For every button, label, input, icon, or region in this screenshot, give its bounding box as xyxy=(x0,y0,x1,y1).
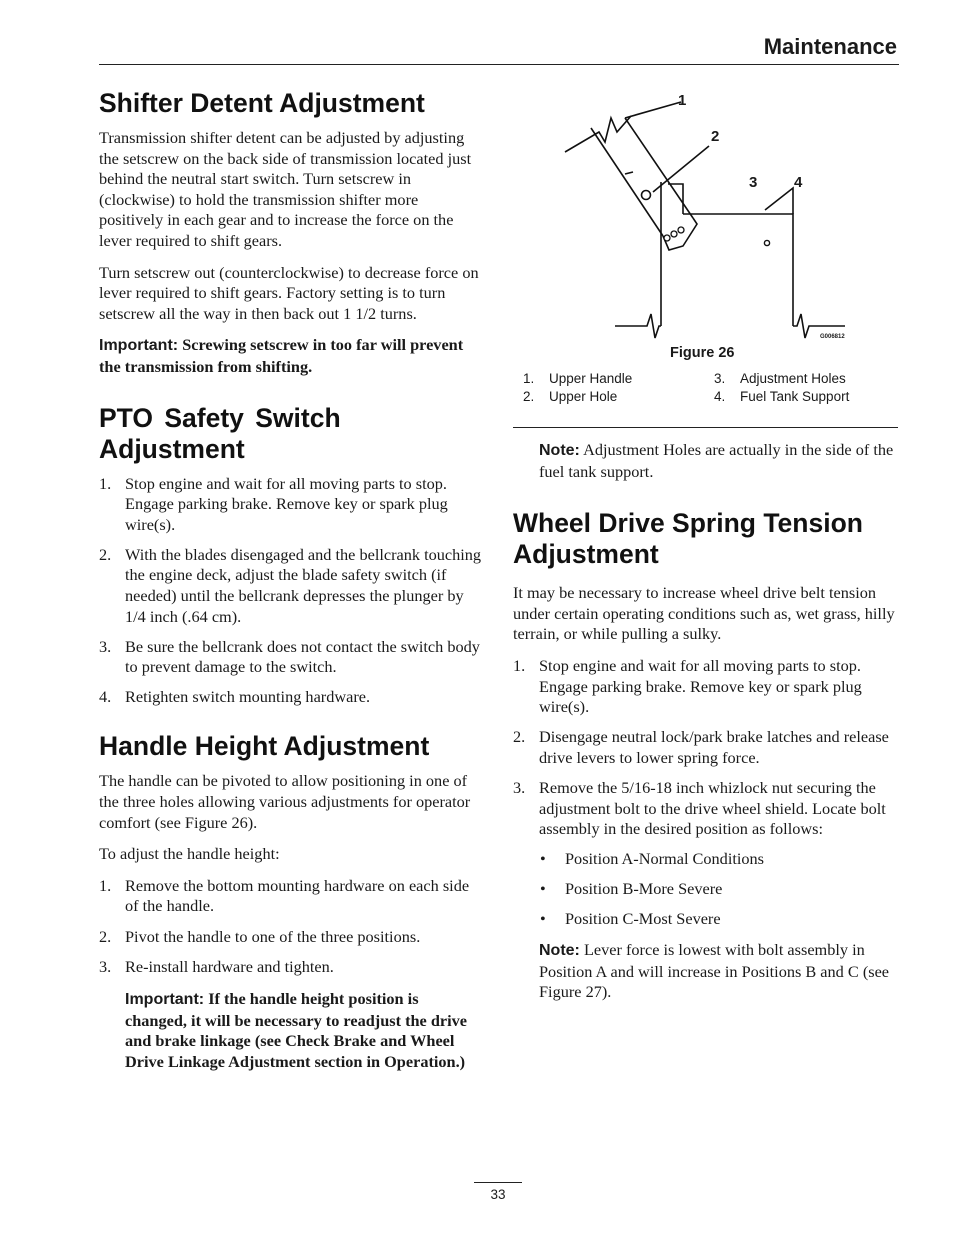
pto-steps xyxy=(99,474,483,708)
note-label: Note: xyxy=(539,942,580,959)
legend-item: 1. Upper Handle xyxy=(523,371,633,386)
figure-code: G006812 xyxy=(820,334,845,340)
list-item: 1. Stop engine and wait for all moving parts to stop. Engage parking brake. Remove key or spark plug wire(s). xyxy=(513,655,862,717)
header-rule xyxy=(99,64,899,65)
important-label: Important: xyxy=(125,991,205,1009)
note-lever-force xyxy=(513,940,899,1003)
callout-2: 2 xyxy=(711,128,720,145)
legend-item: 2. Upper Hole xyxy=(523,389,618,404)
wheel-title: Wheel Drive Spring Tension Adjustment xyxy=(513,508,863,570)
list-item: 1. Remove the bottom mounting hardware on each side of the handle. xyxy=(99,875,470,916)
pto-title: PTO Safety Switch Adjustment xyxy=(99,402,341,464)
adjustment-hole xyxy=(678,227,684,233)
note-label: Note: xyxy=(539,442,580,459)
upper-hole xyxy=(642,191,651,200)
support-hole xyxy=(764,240,769,245)
legend-item: 4. Fuel Tank Support xyxy=(714,389,850,404)
right-column xyxy=(513,440,899,1014)
wheel-steps xyxy=(513,656,899,840)
shifter-important xyxy=(99,335,483,377)
list-item: 3. Re-install hardware and tighten. xyxy=(99,956,334,976)
list-item: • Position B-More Severe xyxy=(540,879,723,899)
handle-paragraph-1: The handle can be pivoted to allow positioning in one of the three holes allowing various adjustments for operator comfort (see Figure 26). xyxy=(99,771,471,832)
important-text: Screwing setscrew in too far will prevent the transmission from shifting. xyxy=(99,335,464,376)
handle-diagram xyxy=(513,88,899,348)
list-item: • Position C-Most Severe xyxy=(540,909,721,929)
list-item: 3. Be sure the bellcrank does not contact the switch body to prevent damage to the switch. xyxy=(99,636,480,677)
left-column xyxy=(99,88,483,1084)
important-label: Important: xyxy=(99,337,179,355)
note-text: Lever force is lowest with bolt assembly in Position A and will increase in Positions B and C (see Figure 27). xyxy=(539,940,890,1002)
handle-steps xyxy=(99,876,483,977)
figure-legend-left xyxy=(523,370,632,406)
list-item: 3. Remove the 5/16-18 inch whizlock nut securing the adjustment bolt to the drive wheel shield. Locate bolt assembly in the desired position as follows: xyxy=(513,777,886,839)
legend-item: 3. Adjustment Holes xyxy=(714,371,846,386)
adjustment-hole xyxy=(664,235,670,241)
list-item: 2. Disengage neutral lock/park brake latches and release drive levers to lower spring force. xyxy=(513,727,889,767)
shifter-title: Shifter Detent Adjustment xyxy=(99,88,425,118)
callout-1: 1 xyxy=(678,92,687,109)
important-text: If the handle height position is changed, it will be necessary to readjust the drive and brake linkage (see Check Brake and Wheel Drive Linkage Adjustment section in Operation.) xyxy=(125,989,468,1071)
position-bullets xyxy=(513,849,899,930)
handle-important xyxy=(99,989,483,1072)
handle-title: Handle Height Adjustment xyxy=(99,731,430,762)
handle-paragraph-2: To adjust the handle height: xyxy=(99,844,280,864)
list-item: • Position A-Normal Conditions xyxy=(540,849,765,869)
note-adjustment-holes xyxy=(513,440,899,482)
list-item: 2. With the blades disengaged and the bellcrank touching the engine deck, adjust the blade safety switch (if needed) until the bellcrank depresses the plunger by 1/4 inch (.64 cm). xyxy=(99,544,482,626)
callout-3: 3 xyxy=(749,174,758,191)
note-text: Adjustment Holes are actually in the side of the fuel tank support. xyxy=(539,440,894,481)
figure-caption: Figure 26 xyxy=(670,345,735,361)
figure-legend-right xyxy=(714,370,849,406)
section-header: Maintenance xyxy=(763,34,897,59)
callout-4: 4 xyxy=(794,174,803,191)
page-number: 33 xyxy=(474,1182,522,1202)
list-item: 2. Pivot the handle to one of the three positions. xyxy=(99,926,421,946)
shifter-paragraph-2: Turn setscrew out (counterclockwise) to decrease force on lever required to shift gears. Factory setting is to turn setscrew all the way in then back out 1 1/2 turns. xyxy=(99,262,479,323)
wheel-paragraph-1: It may be necessary to increase wheel drive belt tension under certain operating conditions such as, wet grass, hilly terrain, or while pulling a sulky. xyxy=(513,583,895,644)
list-item: 4. Retighten switch mounting hardware. xyxy=(99,687,371,707)
list-item: 1. Stop engine and wait for all moving parts to stop. Engage parking brake. Remove key or spark plug wire(s). xyxy=(99,473,448,534)
figure-rule xyxy=(513,427,898,428)
adjustment-hole xyxy=(671,231,677,237)
shifter-paragraph-1: Transmission shifter detent can be adjusted by adjusting the setscrew on the back side of transmission located just behind the neutral start switch. Turn setscrew in (clockwise) to hold the transmission shifter more positively in each gear and to increase the force on the lever required to shift gears. xyxy=(99,128,472,250)
